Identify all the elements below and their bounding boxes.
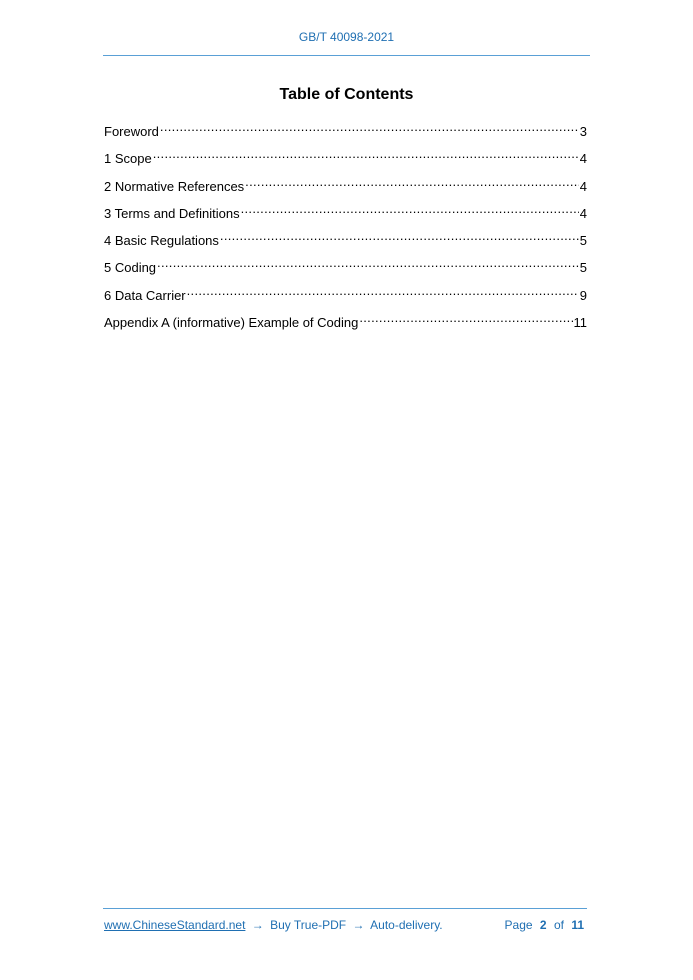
toc-entry-label: 5 Coding (104, 260, 157, 276)
toc-entry-page: 9 (579, 287, 587, 303)
toc-entry-label: 6 Data Carrier (104, 287, 186, 303)
toc-leader-dots (359, 309, 572, 327)
footer-promo (104, 918, 443, 932)
toc-entry-coding[interactable] (104, 254, 587, 281)
document-id-header: GB/T 40098-2021 (298, 30, 395, 44)
toc-entry-label: 3 Terms and Definitions (104, 205, 240, 221)
page-of-label: of (553, 918, 564, 932)
table-of-contents (104, 118, 587, 336)
footer-divider (103, 908, 587, 909)
toc-entry-foreword[interactable] (104, 118, 587, 145)
toc-title: Table of Contents (279, 86, 414, 103)
toc-entry-label: 2 Normative References (104, 178, 245, 194)
site-link[interactable]: www.ChineseStandard.net (104, 918, 246, 932)
toc-leader-dots (220, 227, 579, 245)
toc-leader-dots (153, 145, 579, 163)
page-total: 11 (571, 918, 584, 932)
toc-entry-page: 4 (579, 151, 587, 167)
header-divider (103, 55, 590, 56)
toc-entry-basic-regulations[interactable] (104, 227, 587, 254)
toc-entry-scope[interactable] (104, 145, 587, 172)
page-current: 2 (539, 918, 547, 932)
arrow-right-icon: → (352, 918, 365, 932)
toc-entry-page: 3 (579, 124, 587, 139)
arrow-right-icon: → (251, 918, 264, 932)
toc-entry-label: Appendix A (informative) Example of Coding (104, 315, 359, 331)
toc-entry-page: 5 (579, 233, 587, 249)
toc-entry-normative-references[interactable] (104, 173, 587, 200)
toc-leader-dots (241, 200, 579, 218)
buy-text: Buy True-PDF (270, 918, 347, 932)
toc-entry-appendix-a[interactable] (104, 309, 587, 336)
toc-entry-page: 5 (579, 260, 587, 276)
toc-leader-dots (187, 282, 579, 300)
page-indicator (505, 918, 584, 932)
toc-entry-page: 4 (579, 178, 587, 194)
toc-leader-dots (157, 254, 579, 272)
delivery-text: Auto-delivery. (370, 918, 443, 932)
toc-entry-label: 1 Scope (104, 151, 152, 167)
toc-entry-terms-and-definitions[interactable] (104, 200, 587, 227)
toc-entry-label: Foreword (104, 124, 159, 139)
toc-entry-page: 4 (579, 205, 587, 221)
toc-entry-data-carrier[interactable] (104, 282, 587, 309)
toc-leader-dots (160, 118, 579, 136)
toc-entry-page: 11 (573, 315, 587, 331)
toc-leader-dots (245, 173, 579, 191)
page-label: Page (504, 918, 533, 932)
toc-entry-label: 4 Basic Regulations (104, 233, 219, 249)
